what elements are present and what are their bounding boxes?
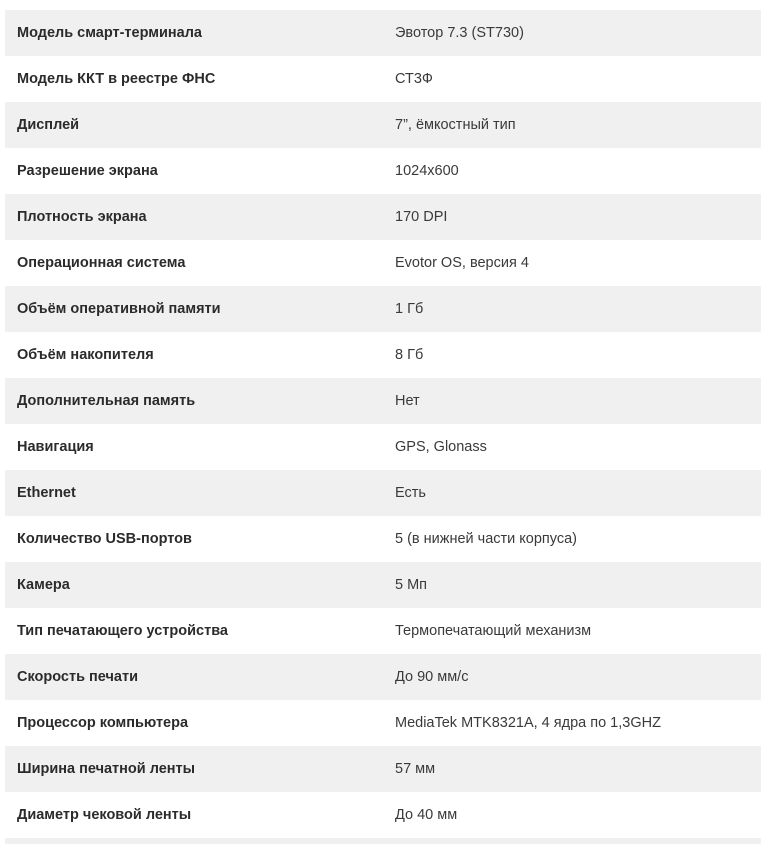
- spec-name: Операционная система: [17, 255, 186, 271]
- table-row: [5, 286, 761, 332]
- table-row-cut-off: [5, 838, 761, 844]
- table-row: [5, 746, 761, 792]
- table-row: [5, 194, 761, 240]
- spec-value: СТ3Ф: [395, 71, 433, 87]
- spec-name: Скорость печати: [17, 669, 138, 685]
- table-row: [5, 562, 761, 608]
- spec-value: Нет: [395, 393, 420, 409]
- table-row: [5, 516, 761, 562]
- table-row: [5, 700, 761, 746]
- spec-name: Тип печатающего устройства: [17, 623, 228, 639]
- spec-value: Эвотор 7.3 (ST730): [395, 25, 524, 41]
- spec-value: 8 Гб: [395, 347, 424, 363]
- spec-value: 1 Гб: [395, 301, 424, 317]
- spec-name: Процессор компьютера: [17, 715, 189, 731]
- spec-name: Дисплей: [17, 117, 80, 133]
- spec-name: Ethernet: [17, 485, 76, 501]
- spec-value: До 90 мм/с: [395, 669, 469, 685]
- spec-name: Количество USB-портов: [17, 531, 192, 547]
- spec-value: 1024x600: [395, 163, 459, 179]
- table-row: [5, 424, 761, 470]
- spec-value: Есть: [395, 485, 426, 501]
- table-row: [5, 608, 761, 654]
- spec-name: Навигация: [17, 439, 94, 455]
- spec-name: Дополнительная память: [17, 393, 196, 409]
- spec-value: GPS, Glonass: [395, 439, 487, 455]
- spec-value: 170 DPI: [395, 209, 448, 225]
- spec-name: Диаметр чековой ленты: [17, 807, 192, 823]
- spec-name: Модель смарт-терминала: [17, 25, 202, 41]
- table-row: [5, 332, 761, 378]
- spec-name: Разрешение экрана: [17, 163, 158, 179]
- table-row: [5, 240, 761, 286]
- table-row: [5, 148, 761, 194]
- table-row: [5, 470, 761, 516]
- spec-value: 5 Мп: [395, 577, 428, 593]
- table-row: [5, 792, 761, 838]
- spec-name: Плотность экрана: [17, 209, 147, 225]
- spec-value: Термопечатающий механизм: [395, 623, 592, 639]
- specs-table: [5, 10, 761, 844]
- table-row: [5, 378, 761, 424]
- spec-name: Объём оперативной памяти: [17, 301, 221, 317]
- spec-name: Ширина печатной ленты: [17, 761, 196, 777]
- table-row: [5, 56, 761, 102]
- spec-name: Объём накопителя: [17, 347, 154, 363]
- spec-value: Evotor OS, версия 4: [395, 255, 529, 271]
- table-row: [5, 102, 761, 148]
- spec-value: 7”, ёмкостный тип: [395, 117, 516, 133]
- spec-value: 5 (в нижней части корпуса): [395, 531, 578, 547]
- spec-value: MediaTek MTK8321A, 4 ядра по 1,3GHZ: [395, 715, 661, 731]
- table-row: [5, 10, 761, 56]
- table-row: [5, 654, 761, 700]
- spec-value: До 40 мм: [395, 807, 458, 823]
- spec-name: Модель ККТ в реестре ФНС: [17, 71, 216, 87]
- spec-name: Камера: [17, 577, 70, 593]
- spec-value: 57 мм: [395, 761, 436, 777]
